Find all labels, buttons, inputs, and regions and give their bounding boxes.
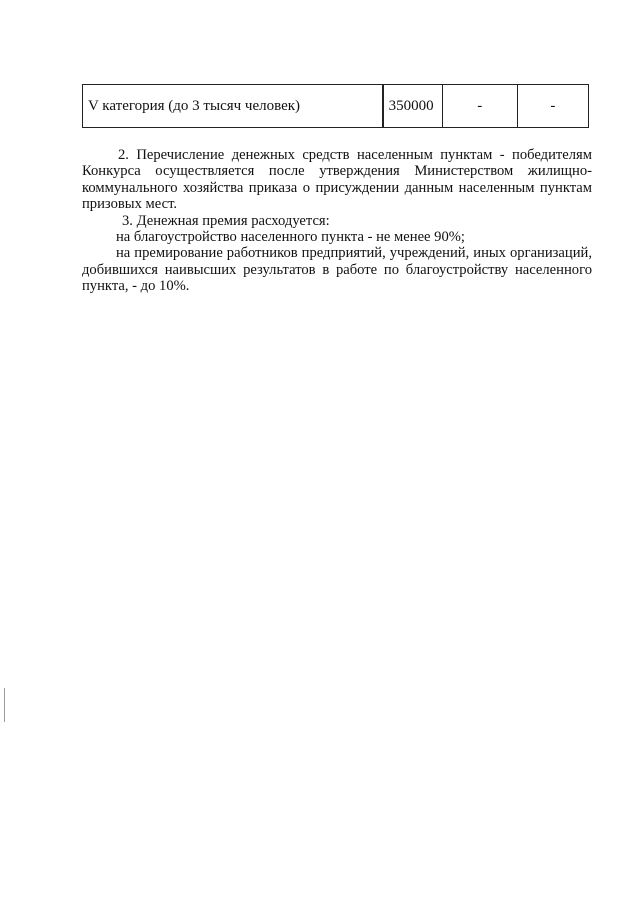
scan-margin-mark xyxy=(4,688,5,722)
dash-cell-2: - xyxy=(517,85,588,128)
paragraph-3: 3. Денежная премия расходуется: xyxy=(122,212,330,229)
body-text xyxy=(82,147,592,295)
paragraph-3a: на благоустройство населенного пункта - не менее 90%; xyxy=(116,229,465,246)
prize-table xyxy=(82,84,589,128)
dash-cell-1: - xyxy=(442,85,517,128)
amount-cell: 350000 xyxy=(383,85,443,128)
table-row xyxy=(83,85,589,128)
paragraph-3b: на премирование работников предприятий, учреждений, иных организаций, добившихся наивысших результатов в работе по благоустройству населенного пункта, - до 10%. xyxy=(82,245,592,295)
paragraph-2: 2. Перечисление денежных средств населенным пунктам - победителям Конкурса осуществляется после утверждения Министерством жилищно-коммунального хозяйства приказа о присуждении данным населенным пунктам призовых мест. xyxy=(82,147,592,213)
category-cell: V категория (до 3 тысяч человек) xyxy=(83,85,383,128)
